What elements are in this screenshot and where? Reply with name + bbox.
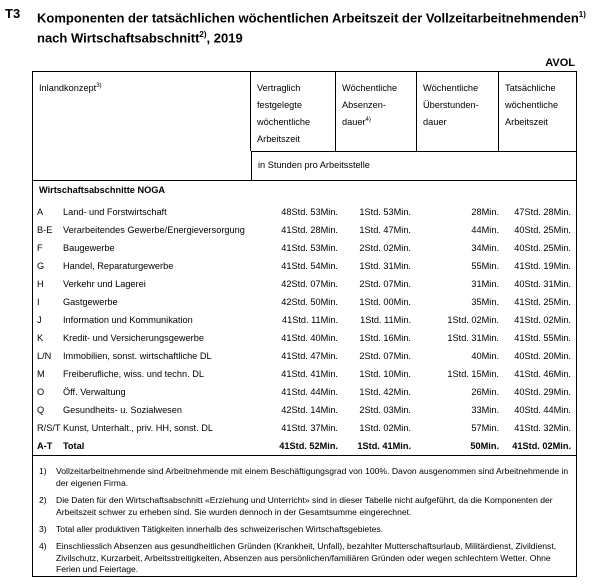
row-name: Kredit- und Versicherungsgewerbe [63,333,204,343]
row-overtime: 50Min. [470,441,499,451]
footnote-text: Vollzeitarbeitnehmende sind Arbeitnehmende mit einem Beschäftigungsgrad von 100%. Davon ausgenommen sind Arbeitnehmende in der eigenen Firma. [56,466,569,488]
row-name: Land- und Forstwirtschaft [63,207,167,217]
header-overtime-duration [417,72,499,151]
row-name: Gastgewerbe [63,297,118,307]
footnote-number: 2) [39,495,47,505]
row-code: K [37,333,44,343]
row-absence: 1Std. 10Min. [359,369,411,379]
row-code: L/N [37,351,52,361]
table-row [33,239,578,257]
header-col3-line: Überstunden- [423,100,479,110]
row-actual-time: 40Std. 25Min. [514,225,571,235]
header-col1-line: Arbeitszeit [257,134,300,144]
row-contractual-time: 48Std. 53Min. [281,207,338,217]
row-code: G [37,261,45,271]
row-code: A-T [37,441,53,451]
row-absence: 1Std. 16Min. [359,333,411,343]
row-actual-time: 40Std. 20Min. [514,351,571,361]
header-col1-line: wöchentliche [257,117,311,127]
footnote-text: Die Daten für den Wirtschaftsabschnitt «Erziehung und Unterricht» sind in dieser Tabelle nicht aufgeführt, da die Komponenten der Arbeitszeit schwer zu erheben sind. Sie wurden dennoch in der Gesamtsumme eingerechnet. [56,495,553,517]
row-contractual-time: 41Std. 52Min. [279,441,338,451]
footnote-number: 1) [39,466,47,476]
title-year: , 2019 [206,30,243,46]
header-concept-footnote: 3) [96,82,102,89]
row-contractual-time: 41Std. 54Min. [281,261,338,271]
row-absence: 2Std. 02Min. [359,243,411,253]
row-actual-time: 40Std. 25Min. [514,243,571,253]
row-name: Verarbeitendes Gewerbe/Energieversorgung [63,225,245,235]
row-name: Kunst, Unterhalt., priv. HH, sonst. DL [63,423,213,433]
row-actual-time: 41Std. 25Min. [514,297,571,307]
row-overtime: 1Std. 02Min. [447,315,499,325]
table-row [33,329,578,347]
header-col2-line: Absenzen- [342,100,386,110]
row-absence: 1Std. 41Min. [357,441,411,451]
row-absence: 1Std. 11Min. [360,315,411,325]
row-contractual-time: 42Std. 14Min. [281,405,338,415]
row-contractual-time: 42Std. 50Min. [281,297,338,307]
avol-label: AVOL [545,57,575,69]
row-code: J [37,315,42,325]
page-title [37,6,597,47]
divider [33,455,576,456]
table-row [33,221,578,239]
row-absence: 2Std. 03Min. [359,405,411,415]
row-name: Total [63,441,85,451]
header-col4-line: wöchentliche [505,100,559,110]
unit-label: in Stunden pro Arbeitsstelle [251,152,578,181]
row-absence: 1Std. 53Min. [359,207,411,217]
header-concept [33,72,251,151]
title-line1: Komponenten der tatsächlichen wöchentlichen Arbeitszeit der Vollzeitarbeitnehmenden [37,10,579,26]
row-code: M [37,369,45,379]
row-code: R/S/T [37,423,61,433]
header-col3-line: dauer [423,117,447,127]
row-contractual-time: 41Std. 11Min. [281,315,338,325]
header-col1-line: Vertraglich [257,83,301,93]
row-absence: 1Std. 47Min. [359,225,411,235]
footnote-number: 4) [39,541,47,551]
row-overtime: 35Min. [471,297,499,307]
row-name: Handel, Reparaturgewerbe [63,261,174,271]
table-row [33,365,578,383]
row-actual-time: 41Std. 02Min. [512,441,571,451]
row-name: Verkehr und Lagerei [63,279,146,289]
row-code: A [37,207,44,217]
row-code: F [37,243,43,253]
header-contractual-time [251,72,336,151]
row-contractual-time: 42Std. 07Min. [281,279,338,289]
footnote-number: 3) [39,524,47,534]
row-actual-time: 41Std. 32Min. [514,423,571,433]
table-row [33,419,578,437]
header-col4-line: Tatsächliche [505,83,556,93]
row-actual-time: 40Std. 31Min. [514,279,571,289]
row-overtime: 34Min. [471,243,499,253]
table-row [33,383,578,401]
row-absence: 1Std. 00Min. [359,297,411,307]
row-actual-time: 47Std. 28Min. [514,207,571,217]
row-contractual-time: 41Std. 44Min. [281,387,338,397]
row-absence: 2Std. 07Min. [359,351,411,361]
title-footnote-1: 1) [578,10,586,19]
header-col2-footnote: 4) [365,116,371,123]
table-row [33,311,578,329]
table-row [33,275,578,293]
row-name: Information und Kommunikation [63,315,193,325]
row-overtime: 31Min. [471,279,499,289]
row-contractual-time: 41Std. 28Min. [281,225,338,235]
row-contractual-time: 41Std. 47Min. [281,351,338,361]
row-name: Immobilien, sonst. wirtschaftliche DL [63,351,212,361]
header-concept-label: Inlandkonzept [39,83,97,93]
row-overtime: 26Min. [471,387,499,397]
row-contractual-time: 41Std. 40Min. [281,333,338,343]
section-title: Wirtschaftsabschnitte NOGA [39,185,166,195]
header-actual-time [499,72,578,151]
row-overtime: 44Min. [471,225,499,235]
header-col2-line: dauer$^{4)}$ [342,116,371,127]
title-line2: nach Wirtschaftsabschnitt [37,30,200,46]
row-code: Q [37,405,45,415]
row-name: Öff. Verwaltung [63,387,126,397]
row-absence: 1Std. 42Min. [359,387,411,397]
row-contractual-time: 41Std. 41Min. [281,369,338,379]
row-overtime: 55Min. [471,261,499,271]
header-col2-line: Wöchentliche [342,83,398,93]
row-name: Baugewerbe [63,243,115,253]
row-overtime: 1Std. 15Min. [447,369,499,379]
table-row [33,257,578,275]
row-contractual-time: 41Std. 53Min. [281,243,338,253]
row-overtime: 1Std. 31Min. [447,333,499,343]
row-contractual-time: 41Std. 37Min. [281,423,338,433]
table-row [33,401,578,419]
header-col4-line: Arbeitszeit [505,117,548,127]
row-code: O [37,387,45,397]
row-name: Freiberufliche, wiss. und techn. DL [63,369,204,379]
footnote-text: Einschliesslich Absenzen aus gesundheitlichen Gründen (Krankheit, Unfall), bezahlter Mutterschaftsurlaub, Militärdienst, Zivildienst, Zivilschutz, Kurzarbeit, Arbeitsstreitigkeiten, Absenzen aus persönlichen/familiären Gründen oder wegen schlechtem Wetter. Ohne Ferien und Feiertage. [56,541,557,574]
table-total-row [33,437,578,455]
footnote-text: Total aller produktiven Tätigkeiten innerhalb des schweizerischen Wirtschaftsgebietes. [56,524,384,534]
row-actual-time: 41Std. 46Min. [514,369,571,379]
row-name: Gesundheits- u. Sozialwesen [63,405,182,415]
row-overtime: 33Min. [471,405,499,415]
header-col1-line: festgelegte [257,100,302,110]
table-code: T3 [5,6,21,21]
header-col3-line: Wöchentliche [423,83,479,93]
row-actual-time: 41Std. 55Min. [514,333,571,343]
row-actual-time: 41Std. 02Min. [514,315,571,325]
row-actual-time: 40Std. 29Min. [514,387,571,397]
row-actual-time: 41Std. 19Min. [514,261,571,271]
divider [33,180,576,181]
row-absence: 2Std. 07Min. [359,279,411,289]
table-row [33,203,578,221]
row-code: I [37,297,40,307]
row-code: B-E [37,225,53,235]
table-row [33,347,578,365]
title-footnote-2: 2) [199,30,207,40]
row-absence: 1Std. 02Min. [359,423,411,433]
table-row [33,293,578,311]
row-overtime: 28Min. [471,207,499,217]
row-actual-time: 40Std. 44Min. [514,405,571,415]
row-absence: 1Std. 31Min. [359,261,411,271]
row-overtime: 57Min. [471,423,499,433]
row-code: H [37,279,44,289]
header-absence-duration [336,72,417,151]
data-table [32,71,577,577]
row-overtime: 40Min. [471,351,499,361]
